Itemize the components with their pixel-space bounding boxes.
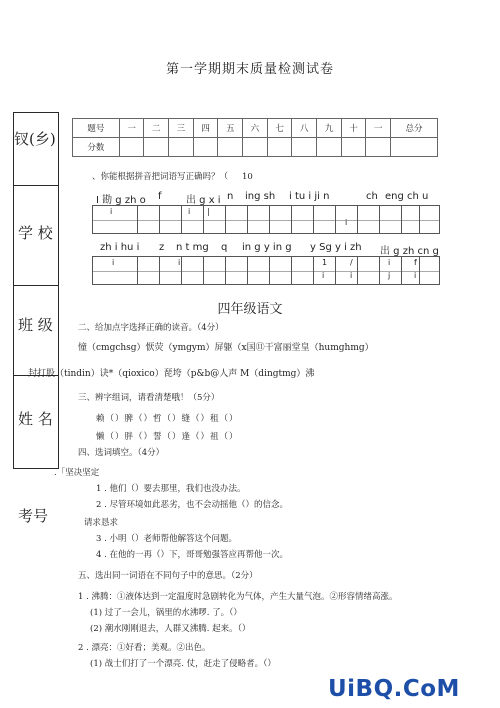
section4-group1-label: .「坚决坚定 bbox=[54, 468, 100, 478]
side-label-school: 学 校 bbox=[18, 224, 53, 242]
score-table-score-row bbox=[73, 138, 438, 157]
score-cell: 分数 bbox=[73, 138, 120, 157]
score-input-cell[interactable] bbox=[243, 138, 268, 157]
section4-q3: 3 . 小明（）老师帮他解答这个问题。 bbox=[96, 534, 238, 544]
pinyin-word: q bbox=[221, 242, 228, 253]
grid-mark: 1 bbox=[322, 258, 328, 267]
grid-mark: i bbox=[112, 258, 115, 267]
section2-line2: 封打股（tindin）诀*（qioxico）琵垮（p&b@人声 M（dingtmg）沸 bbox=[28, 369, 315, 379]
score-input-cell[interactable] bbox=[169, 138, 194, 157]
score-table-header-row bbox=[73, 119, 438, 138]
section5-item2-a: (1) 战士们打了一个漂亮. 仗，赶走了侵略者。（） bbox=[90, 659, 276, 669]
side-label-township: 钗(乡) bbox=[14, 130, 56, 148]
grid-mark: i bbox=[178, 258, 181, 267]
side-label-name: 姓 名 bbox=[18, 410, 53, 428]
pinyin-word: ing sh bbox=[245, 191, 276, 202]
grid-mark: | bbox=[207, 207, 210, 216]
score-cell: 八 bbox=[292, 119, 317, 138]
section2-title: 二、给加点字选择正确的读音。（4分） bbox=[78, 323, 224, 333]
score-cell: 四 bbox=[193, 119, 218, 138]
section5-item1-b: (2) 潮水刚刚退去，人群又沸腾. 起来。（） bbox=[90, 624, 251, 634]
section3-title: 三、辨字组词，请看清楚哦！（5分） bbox=[78, 393, 220, 403]
section5-item1-a: (1) 过了一会儿，锅里的水沸啰. 了。（） bbox=[90, 608, 242, 618]
grid-mark: j bbox=[388, 271, 391, 280]
pinyin-word: 出 g x i bbox=[186, 195, 221, 206]
pinyin-word: n t mg bbox=[176, 242, 209, 253]
section3-line2: 懒（）胖（）誓（）逢（）祖（） bbox=[96, 432, 239, 442]
pinyin-word: n bbox=[227, 191, 234, 202]
pinyin-word: i tu i ji n bbox=[289, 191, 330, 202]
grid-mark: i bbox=[322, 271, 325, 280]
score-cell: 五 bbox=[218, 119, 243, 138]
score-cell: 十 bbox=[341, 119, 366, 138]
pinyin-word: I 勘 g zh o bbox=[96, 195, 146, 206]
pinyin-word: ch bbox=[366, 191, 378, 202]
score-cell: 总分 bbox=[391, 119, 438, 138]
section5-item2: 2 . 漂亮：①好看；美观。②出色。 bbox=[78, 643, 211, 653]
side-label-class: 班 级 bbox=[18, 316, 53, 334]
score-cell: 二 bbox=[144, 119, 169, 138]
writing-grid-row1[interactable] bbox=[92, 205, 440, 234]
score-input-cell[interactable] bbox=[218, 138, 243, 157]
score-input-cell[interactable] bbox=[317, 138, 342, 157]
section3-line1: 赖（）脾（）哲（）缝（）租（） bbox=[96, 414, 239, 424]
score-table bbox=[72, 118, 438, 157]
grid-mark: i bbox=[388, 258, 391, 267]
score-cell: 一 bbox=[366, 119, 391, 138]
score-input-cell[interactable] bbox=[391, 138, 438, 157]
pinyin-word: 出 g zh cn g bbox=[380, 246, 439, 257]
watermark-logo: UiBQ.CoM bbox=[328, 676, 460, 702]
page-title: 第一学期期末质量检测试卷 bbox=[165, 62, 334, 77]
score-cell: 六 bbox=[243, 119, 268, 138]
section1-intro: 、你能根据拼音把词语写正确吗？（ 10 bbox=[92, 172, 253, 182]
score-cell: 题号 bbox=[73, 119, 120, 138]
grid-mark: f bbox=[414, 258, 417, 267]
grade-subject-title: 四年级语文 bbox=[217, 302, 283, 317]
section2-line1: 憧（cmgchsg）恹荧（ymgym）屏躯（x国⑪干富丽堂皇（humghmg） bbox=[78, 343, 374, 353]
score-input-cell[interactable] bbox=[193, 138, 218, 157]
pinyin-word: in g y in g bbox=[242, 242, 292, 253]
score-input-cell[interactable] bbox=[119, 138, 144, 157]
grid-mark: i bbox=[414, 271, 417, 280]
grid-mark: i bbox=[350, 271, 353, 280]
grid-mark: i bbox=[188, 207, 191, 216]
pinyin-word: zh i hu i bbox=[100, 242, 140, 253]
section4-q1: 1 . 他们（）要去那里，我们也没办法。 bbox=[96, 484, 246, 494]
section4-q2: 2 . 尽管环境如此恶劣，也不会动摇他（）的信念。 bbox=[96, 500, 289, 510]
score-cell: 三 bbox=[169, 119, 194, 138]
score-input-cell[interactable] bbox=[144, 138, 169, 157]
pinyin-word: eng ch u bbox=[385, 191, 429, 202]
side-label-exam-number: 考号 bbox=[18, 507, 49, 525]
section5-title: 五、选出同一词语在不同句子中的意思。（2分） bbox=[78, 571, 258, 581]
score-input-cell[interactable] bbox=[366, 138, 391, 157]
section4-q4: 4 . 在他的一再（）下，哥哥勉强答应再帮他一次。 bbox=[96, 550, 289, 560]
score-cell: 一 bbox=[119, 119, 144, 138]
section4-group2-label: 请求恳求 bbox=[84, 518, 119, 528]
grid-mark: i bbox=[110, 207, 113, 216]
pinyin-word: z bbox=[159, 242, 165, 253]
section5-item1: 1 . 沸腾：①液体达到一定温度时急剧转化为气体，产生大量气泡。②形容情绪高涨。 bbox=[78, 592, 398, 602]
score-input-cell[interactable] bbox=[292, 138, 317, 157]
grid-mark: / bbox=[350, 258, 353, 267]
score-cell: 七 bbox=[267, 119, 292, 138]
pinyin-word: y Sg y i zh bbox=[310, 242, 362, 253]
grid-mark: i bbox=[345, 218, 348, 227]
section4-title: 四、选词填空。（4分） bbox=[78, 448, 165, 458]
score-input-cell[interactable] bbox=[341, 138, 366, 157]
score-cell: 九 bbox=[317, 119, 342, 138]
pinyin-word: f bbox=[158, 191, 162, 202]
score-input-cell[interactable] bbox=[267, 138, 292, 157]
